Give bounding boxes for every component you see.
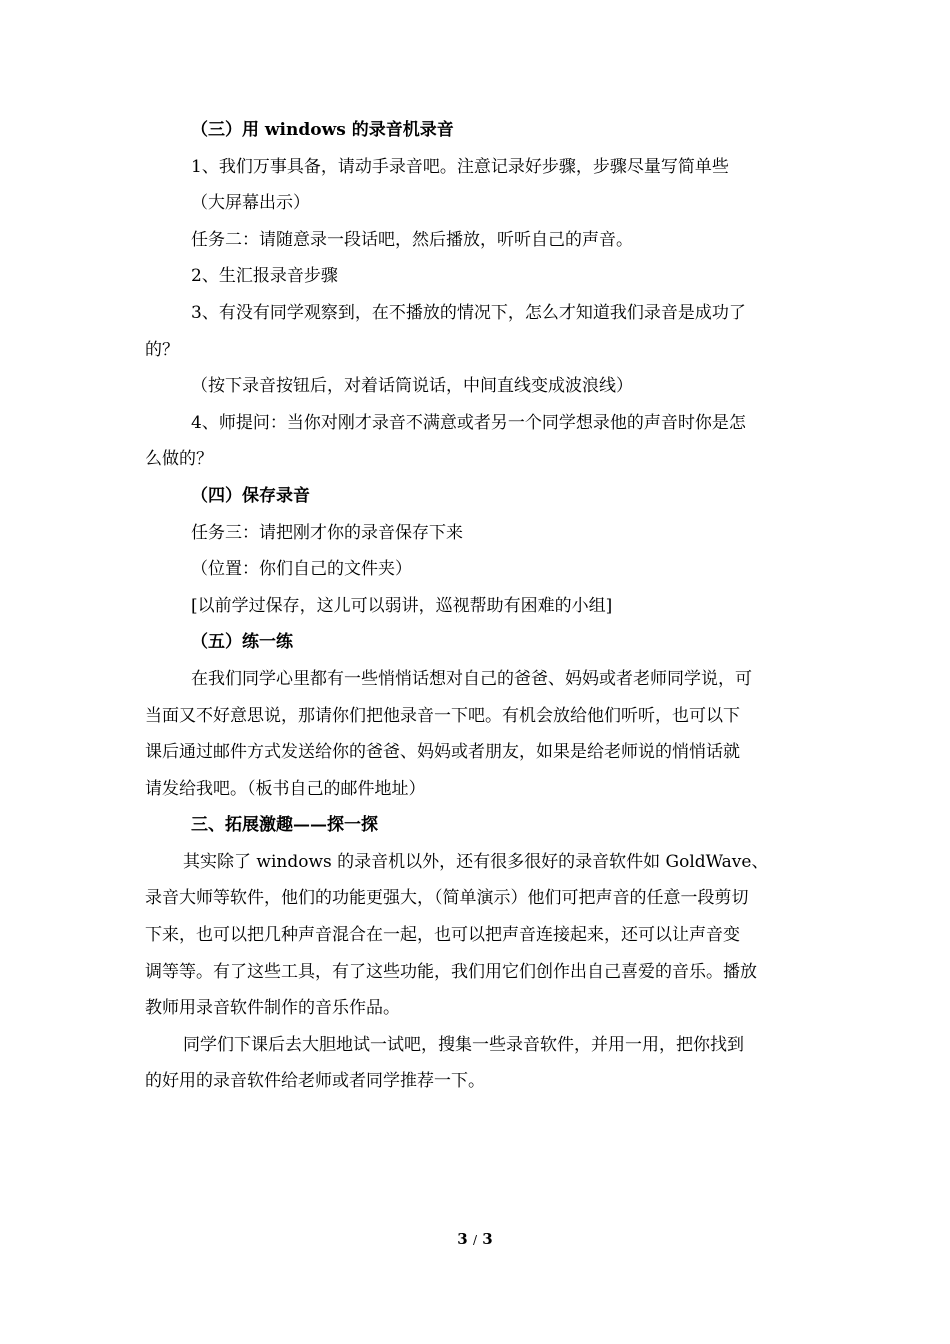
- paragraph-line: 在我们同学心里都有一些悄悄话想对自己的爸爸、妈妈或者老师同学说，可: [191, 668, 752, 689]
- paragraph-line: 当面又不好意思说，那请你们把他录音一下吧。有机会放给他们听听，也可以下: [145, 705, 740, 726]
- section-heading-record: （三）用 windows 的录音机录音: [191, 120, 454, 140]
- paragraph-line: 课后通过邮件方式发送给你的爸爸、妈妈或者朋友，如果是给老师说的悄悄话就: [145, 742, 740, 763]
- paragraph-line: 下来，也可以把几种声音混合在一起，也可以把声音连接起来，还可以让声音变: [145, 925, 740, 946]
- paragraph-line: 的？: [145, 339, 179, 360]
- section-heading-save: （四）保存录音: [191, 485, 310, 506]
- paragraph-line: 4、师提问：当你对刚才录音不满意或者另一个同学想录他的声音时你是怎: [191, 412, 746, 433]
- paragraph-line: （大屏幕出示）: [191, 193, 310, 214]
- paragraph-line: 录音大师等软件，他们的功能更强大，（简单演示）他们可把声音的任意一段剪切: [145, 888, 749, 909]
- paragraph-line: 任务三：请把刚才你的录音保存下来: [191, 522, 463, 543]
- page-number: [0, 1230, 950, 1248]
- paragraph-line: 3、有没有同学观察到，在不播放的情况下，怎么才知道我们录音是成功了: [191, 302, 746, 323]
- paragraph-line: 2、生汇报录音步骤: [191, 266, 338, 287]
- paragraph-line: 任务二：请随意录一段话吧，然后播放，听听自己的声音。: [191, 229, 633, 250]
- section-heading-extend: 三、拓展激趣——探一探: [191, 815, 378, 836]
- paragraph-line: （按下录音按钮后，对着话筒说话，中间直线变成波浪线）: [191, 376, 633, 397]
- paragraph-line: 么做的？: [145, 449, 213, 470]
- paragraph-line: 的好用的录音软件给老师或者同学推荐一下。: [145, 1071, 485, 1092]
- document-body: [145, 112, 810, 1100]
- paragraph-line: 调等等。有了这些工具，有了这些功能，我们用它们创作出自己喜爱的音乐。播放: [145, 961, 757, 982]
- page-current: 3: [457, 1230, 468, 1248]
- section-heading-practice: （五）练一练: [191, 632, 293, 653]
- paragraph-line: 1、我们万事具备，请动手录音吧。注意记录好步骤，步骤尽量写简单些: [191, 156, 729, 177]
- paragraph-line: [以前学过保存，这儿可以弱讲，巡视帮助有困难的小组]: [191, 595, 613, 616]
- paragraph-line: 其实除了 windows 的录音机以外，还有很多很好的录音软件如 GoldWave、: [183, 851, 769, 872]
- paragraph-line: 请发给我吧。（板书自己的邮件地址）: [145, 778, 426, 799]
- paragraph-line: 教师用录音软件制作的音乐作品。: [145, 998, 400, 1019]
- page-total: 3: [482, 1230, 493, 1248]
- page-separator: /: [472, 1233, 478, 1247]
- paragraph-line: 同学们下课后去大胆地试一试吧，搜集一些录音软件，并用一用，把你找到: [183, 1034, 744, 1055]
- paragraph-line: （位置：你们自己的文件夹）: [191, 559, 412, 580]
